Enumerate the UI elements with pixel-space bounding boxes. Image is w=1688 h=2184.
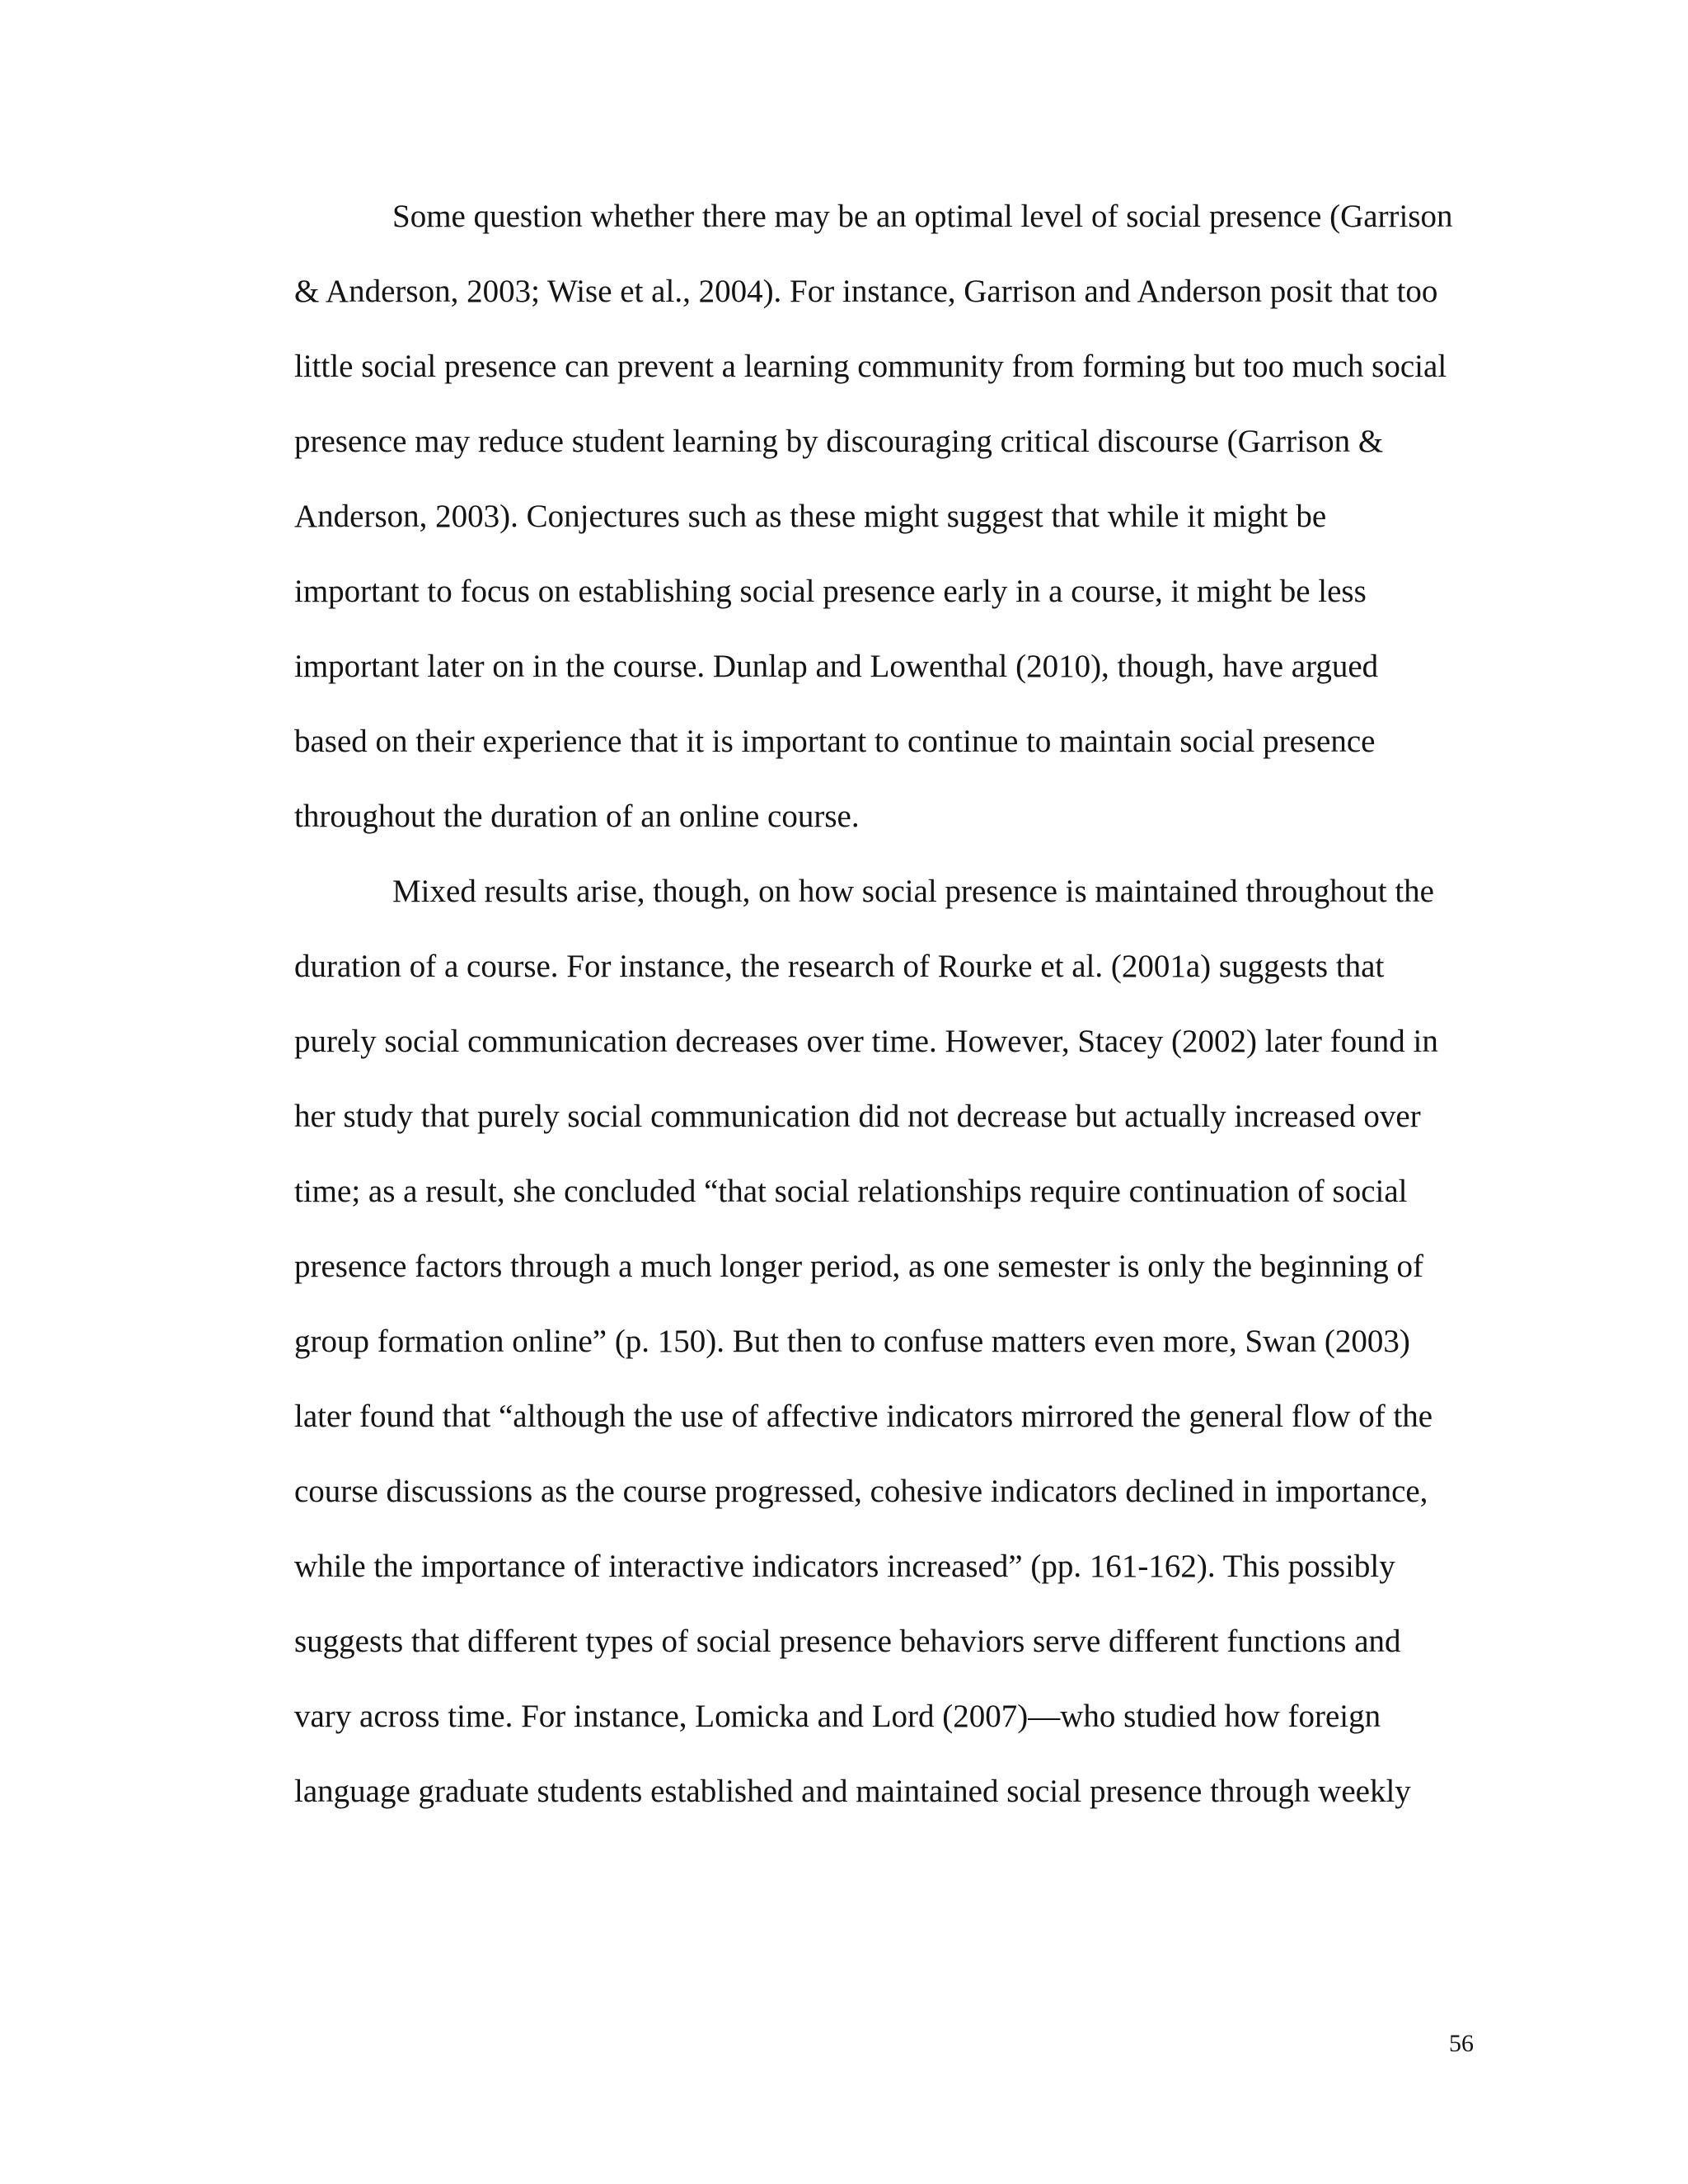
paragraph-2-line-3: purely social communication decreases over time. However, Stacey (2002) later found in	[294, 1024, 1438, 1059]
paragraph-1-line-6: important to focus on establishing social presence early in a course, it might be less	[294, 574, 1367, 609]
paragraph-2-line-12: vary across time. For instance, Lomicka and Lord (2007)—who studied how foreign	[294, 1699, 1381, 1734]
paragraph-2-line-8: later found that “although the use of affective indicators mirrored the general flow of the	[294, 1399, 1433, 1434]
paragraph-2-line-4: her study that purely social communication did not decrease but actually increased over	[294, 1099, 1421, 1134]
paragraph-1-line-5: Anderson, 2003). Conjectures such as these might suggest that while it might be	[294, 499, 1327, 534]
paragraph-2-line-11: suggests that different types of social presence behaviors serve different functions and	[294, 1624, 1401, 1659]
paragraph-2-line-2: duration of a course. For instance, the research of Rourke et al. (2001a) suggests that	[294, 949, 1385, 984]
paragraph-1-line-2: & Anderson, 2003; Wise et al., 2004). For instance, Garrison and Anderson posit that too	[294, 274, 1438, 309]
paragraph-1-line-4: presence may reduce student learning by discouraging critical discourse (Garrison &	[294, 424, 1384, 459]
paragraph-2-line-13: language graduate students established and maintained social presence through weekly	[294, 1774, 1411, 1809]
paragraph-1-line-3: little social presence can prevent a learning community from forming but too much social	[294, 349, 1447, 384]
paragraph-2-line-9: course discussions as the course progressed, cohesive indicators declined in importance,	[294, 1474, 1428, 1509]
paragraph-1-line-7: important later on in the course. Dunlap and Lowenthal (2010), though, have argued	[294, 649, 1379, 684]
paragraph-2-line-7: group formation online” (p. 150). But then to confuse matters even more, Swan (2003)	[294, 1324, 1410, 1359]
body-text	[294, 196, 1473, 1846]
page-number: 56	[1449, 2030, 1474, 2057]
paragraph-1-line-9: throughout the duration of an online course.	[294, 799, 860, 834]
paragraph-2-line-1: Mixed results arise, though, on how social presence is maintained throughout the	[392, 874, 1434, 909]
paragraph-1-line-1: Some question whether there may be an optimal level of social presence (Garrison	[392, 199, 1453, 234]
paragraph-2-line-6: presence factors through a much longer period, as one semester is only the beginning of	[294, 1249, 1424, 1284]
paragraph-1-line-8: based on their experience that it is important to continue to maintain social presence	[294, 724, 1376, 759]
paragraph-2-line-10: while the importance of interactive indicators increased” (pp. 161-162). This possibly	[294, 1549, 1395, 1584]
paragraph-2-line-5: time; as a result, she concluded “that social relationships require continuation of social	[294, 1174, 1408, 1209]
